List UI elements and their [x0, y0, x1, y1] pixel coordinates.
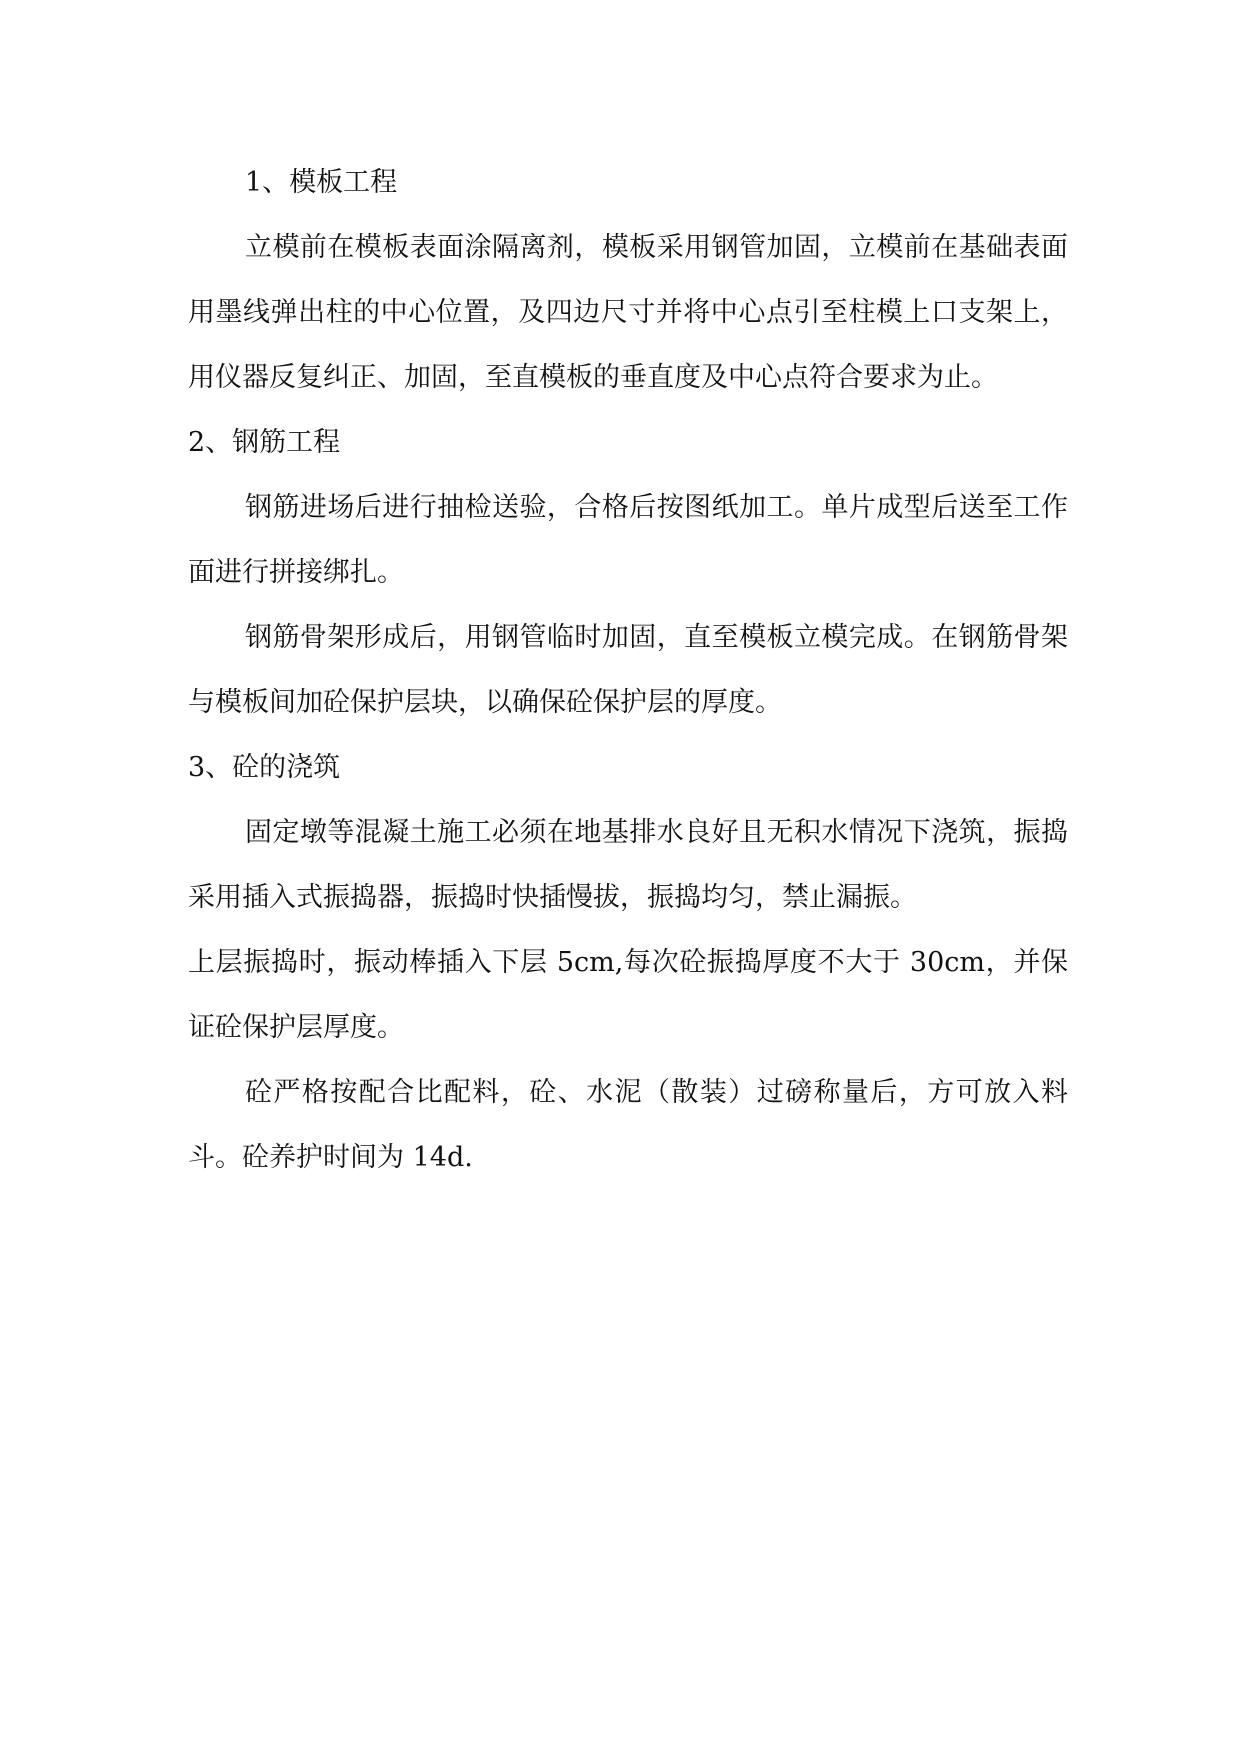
section-3-paragraph-3: 砼严格按配合比配料，砼、水泥（散装）过磅称量后，方可放入料斗。砼养护时间为 14d.	[188, 1077, 1068, 1173]
section-3-paragraph-1: 固定墩等混凝土施工必须在地基排水良好且无积水情况下浇筑，振捣采用插入式振捣器，振捣时快插慢拔，振捣均匀，禁止漏振。	[188, 817, 1068, 913]
section-2-heading: 2、钢筋工程	[188, 427, 341, 458]
section-3-heading: 3、砼的浇筑	[188, 752, 341, 783]
section-2-paragraph-1: 钢筋进场后进行抽检送验，合格后按图纸加工。单片成型后送至工作面进行拼接绑扎。	[188, 492, 1068, 588]
section-2-paragraph-2: 钢筋骨架形成后，用钢管临时加固，直至模板立模完成。在钢筋骨架与模板间加砼保护层块，以确保砼保护层的厚度。	[188, 622, 1068, 718]
section-1-heading: 1、模板工程	[245, 167, 398, 198]
section-3-paragraph-2: 上层振捣时，振动棒插入下层 5cm,每次砼振捣厚度不大于 30cm，并保证砼保护层厚度。	[188, 947, 1068, 1043]
document-body	[188, 150, 1068, 1190]
section-1-paragraph-1: 立模前在模板表面涂隔离剂，模板采用钢管加固，立模前在基础表面用墨线弹出柱的中心位置，及四边尺寸并将中心点引至柱模上口支架上，用仪器反复纠正、加固，至直模板的垂直度及中心点符合要求为止。	[188, 232, 1068, 393]
